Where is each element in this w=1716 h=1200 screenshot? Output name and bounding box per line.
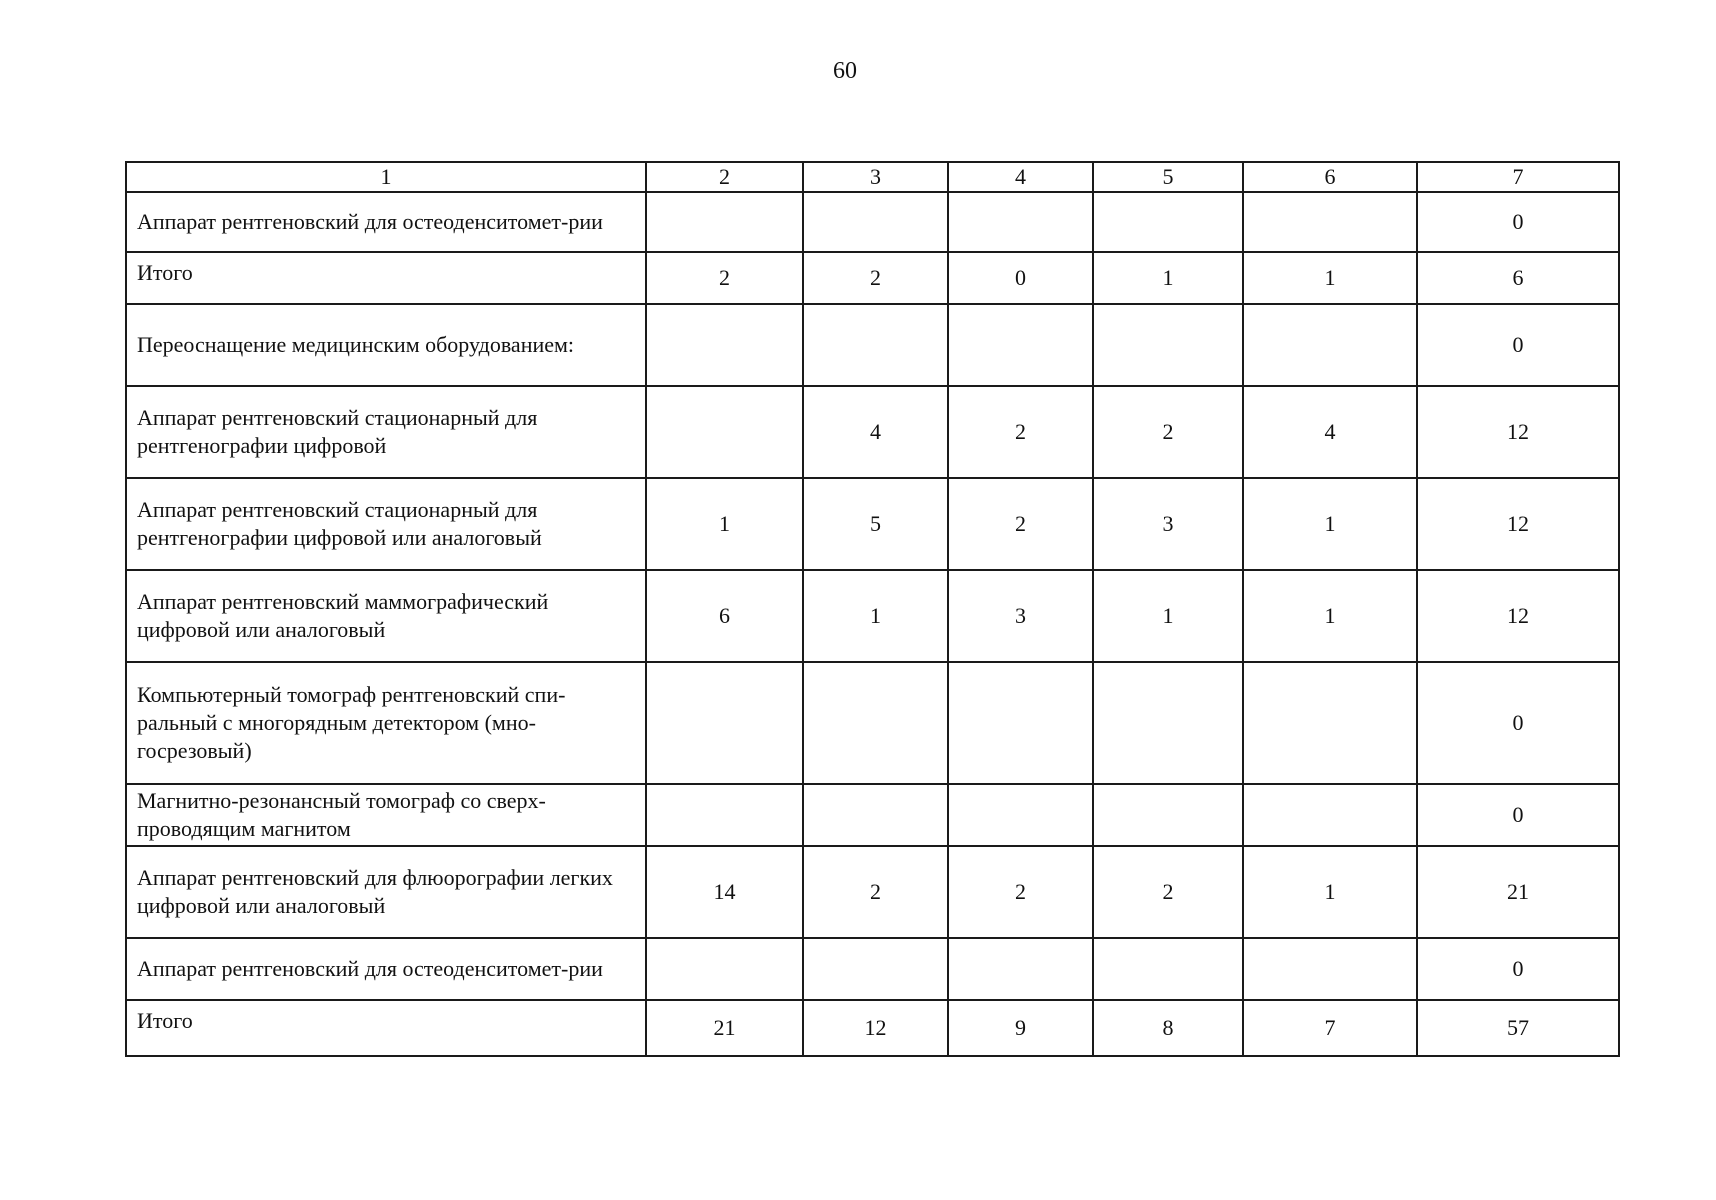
table-row — [126, 846, 1619, 938]
value-cell: 1 — [1243, 846, 1417, 938]
value-cell — [1093, 192, 1243, 252]
row-name-cell: Переоснащение медицинским оборудованием: — [126, 304, 646, 386]
value-cell: 1 — [1093, 570, 1243, 662]
value-cell — [803, 304, 948, 386]
value-cell: 1 — [1243, 570, 1417, 662]
row-name-cell: Итого — [126, 252, 646, 304]
row-name-cell: Аппарат рентгеновский для флюорографии легких цифровой или аналоговый — [126, 846, 646, 938]
value-cell: 2 — [948, 846, 1093, 938]
table-row — [126, 386, 1619, 478]
row-name-cell: Магнитно-резонансный томограф со сверх-проводящим магнитом — [126, 784, 646, 846]
row-name-cell: Компьютерный томограф рентгеновский спи-ральный с многорядным детектором (мно-госрезовый) — [126, 662, 646, 784]
value-cell: 1 — [646, 478, 803, 570]
value-cell — [803, 784, 948, 846]
value-cell: 12 — [1417, 386, 1619, 478]
value-cell: 6 — [1417, 252, 1619, 304]
value-cell — [1093, 304, 1243, 386]
value-cell — [1093, 662, 1243, 784]
table-row — [126, 192, 1619, 252]
value-cell: 2 — [803, 252, 948, 304]
value-cell — [1243, 662, 1417, 784]
table-row — [126, 662, 1619, 784]
table-header-row — [126, 162, 1619, 192]
table-row — [126, 478, 1619, 570]
value-cell: 0 — [1417, 304, 1619, 386]
value-cell: 21 — [1417, 846, 1619, 938]
table-row — [126, 570, 1619, 662]
value-cell: 0 — [1417, 662, 1619, 784]
value-cell: 21 — [646, 1000, 803, 1056]
header-cell: 1 — [126, 162, 646, 192]
row-name-cell: Аппарат рентгеновский маммографический цифровой или аналоговый — [126, 570, 646, 662]
data-table — [125, 161, 1620, 1057]
header-cell: 3 — [803, 162, 948, 192]
value-cell: 2 — [1093, 386, 1243, 478]
value-cell: 3 — [1093, 478, 1243, 570]
value-cell — [646, 784, 803, 846]
value-cell: 14 — [646, 846, 803, 938]
table-row — [126, 1000, 1619, 1056]
header-cell: 4 — [948, 162, 1093, 192]
value-cell: 7 — [1243, 1000, 1417, 1056]
value-cell — [646, 192, 803, 252]
value-cell: 0 — [1417, 938, 1619, 1000]
value-cell: 12 — [1417, 478, 1619, 570]
header-cell: 2 — [646, 162, 803, 192]
value-cell — [646, 662, 803, 784]
value-cell: 2 — [646, 252, 803, 304]
value-cell: 5 — [803, 478, 948, 570]
value-cell — [803, 938, 948, 1000]
value-cell — [646, 386, 803, 478]
value-cell — [1093, 784, 1243, 846]
row-name-cell: Итого — [126, 1000, 646, 1056]
value-cell: 8 — [1093, 1000, 1243, 1056]
value-cell — [1243, 938, 1417, 1000]
value-cell — [1243, 192, 1417, 252]
header-cell: 5 — [1093, 162, 1243, 192]
value-cell: 0 — [1417, 784, 1619, 846]
value-cell: 2 — [1093, 846, 1243, 938]
value-cell: 12 — [1417, 570, 1619, 662]
value-cell — [948, 192, 1093, 252]
value-cell — [646, 938, 803, 1000]
value-cell: 0 — [948, 252, 1093, 304]
value-cell — [948, 938, 1093, 1000]
value-cell — [1093, 938, 1243, 1000]
value-cell — [948, 784, 1093, 846]
value-cell — [948, 662, 1093, 784]
value-cell: 9 — [948, 1000, 1093, 1056]
value-cell: 2 — [948, 386, 1093, 478]
value-cell: 2 — [803, 846, 948, 938]
value-cell: 4 — [1243, 386, 1417, 478]
row-name-cell: Аппарат рентгеновский стационарный для рентгенографии цифровой или аналоговый — [126, 478, 646, 570]
value-cell: 2 — [948, 478, 1093, 570]
table-row — [126, 784, 1619, 846]
row-name-cell: Аппарат рентгеновский для остеоденситомет-рии — [126, 938, 646, 1000]
header-cell: 6 — [1243, 162, 1417, 192]
value-cell: 1 — [1243, 478, 1417, 570]
value-cell: 0 — [1417, 192, 1619, 252]
value-cell: 4 — [803, 386, 948, 478]
value-cell — [803, 662, 948, 784]
table-row — [126, 304, 1619, 386]
value-cell — [646, 304, 803, 386]
value-cell: 12 — [803, 1000, 948, 1056]
table-row — [126, 938, 1619, 1000]
page-number: 60 — [833, 58, 857, 84]
value-cell: 6 — [646, 570, 803, 662]
value-cell: 3 — [948, 570, 1093, 662]
value-cell — [1243, 784, 1417, 846]
value-cell: 1 — [803, 570, 948, 662]
table-row — [126, 252, 1619, 304]
header-cell: 7 — [1417, 162, 1619, 192]
value-cell: 1 — [1093, 252, 1243, 304]
value-cell: 57 — [1417, 1000, 1619, 1056]
row-name-cell: Аппарат рентгеновский стационарный для рентгенографии цифровой — [126, 386, 646, 478]
value-cell — [803, 192, 948, 252]
value-cell — [1243, 304, 1417, 386]
value-cell — [948, 304, 1093, 386]
value-cell: 1 — [1243, 252, 1417, 304]
row-name-cell: Аппарат рентгеновский для остеоденситомет-рии — [126, 192, 646, 252]
